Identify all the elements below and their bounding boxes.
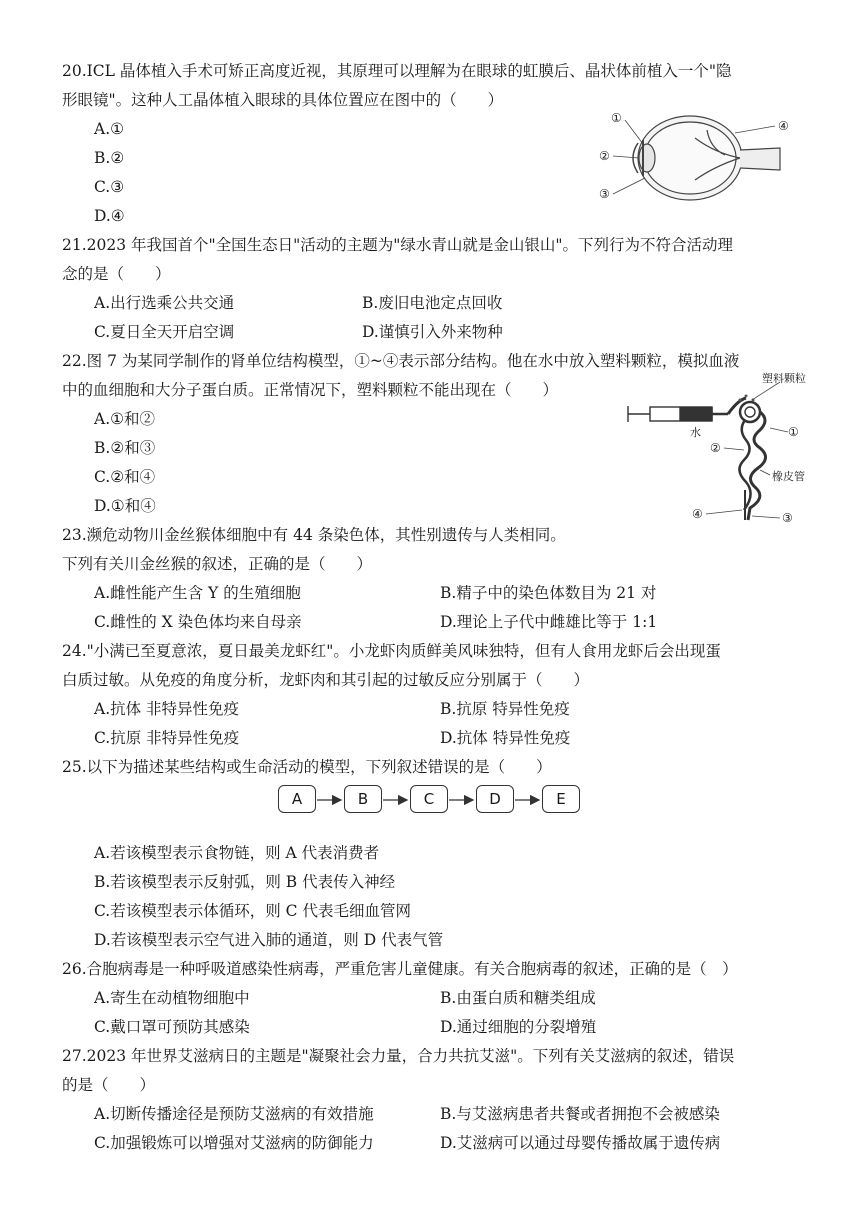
q27-stem-line1: 27.2023 年世界艾滋病日的主题是"凝聚社会力量，合力共抗艾滋"。下列有关艾滋病的叙述，错误 bbox=[62, 1047, 735, 1065]
flow-box-e: E bbox=[542, 785, 580, 813]
eye-label-2: ② bbox=[599, 149, 610, 163]
q22-option-b: B.②和③ bbox=[94, 439, 156, 457]
q21-option-c: C.夏日全天开启空调 bbox=[94, 323, 235, 341]
flow-box-c: C bbox=[410, 785, 448, 813]
q27-option-a: A.切断传播途径是预防艾滋病的有效措施 bbox=[94, 1105, 374, 1123]
q24-stem-line1: 24."小满已至夏意浓，夏日最美龙虾红"。小龙虾肉质鲜美风味独特，但有人食用龙虾后会出现蛋 bbox=[62, 642, 721, 660]
q21-option-b: B.废旧电池定点回收 bbox=[362, 294, 503, 312]
q25-option-b: B.若该模型表示反射弧，则 B 代表传入神经 bbox=[94, 873, 396, 891]
q24-option-a: A.抗体 非特异性免疫 bbox=[94, 700, 240, 718]
nephron-label-3: ③ bbox=[782, 511, 793, 525]
q22-option-c: C.②和④ bbox=[94, 468, 156, 486]
nephron-label-2: ② bbox=[710, 441, 721, 455]
flow-box-a: A bbox=[278, 785, 316, 813]
q26-stem-line1: 26.合胞病毒是一种呼吸道感染性病毒，严重危害儿童健康。有关合胞病毒的叙述，正确的是（ ） bbox=[62, 960, 738, 978]
nephron-label-4: ④ bbox=[692, 507, 703, 521]
q25-option-d: D.若该模型表示空气进入肺的通道，则 D 代表气管 bbox=[94, 931, 444, 949]
q21-option-a: A.出行选乘公共交通 bbox=[94, 294, 235, 312]
eye-label-3: ③ bbox=[599, 187, 610, 201]
label-rubber-tube: 橡皮管 bbox=[772, 470, 805, 483]
q21-option-d: D.谨慎引入外来物种 bbox=[362, 323, 503, 341]
label-water: 水 bbox=[690, 426, 701, 439]
nephron-label-1: ① bbox=[788, 425, 799, 439]
q26-option-d: D.通过细胞的分裂增殖 bbox=[440, 1018, 597, 1036]
q23-stem-line2: 下列有关川金丝猴的叙述，正确的是（ ） bbox=[62, 555, 373, 573]
flow-model-diagram bbox=[278, 785, 584, 817]
eye-label-4: ④ bbox=[778, 119, 789, 133]
q22-stem-line2: 中的血细胞和大分子蛋白质。正常情况下，塑料颗粒不能出现在（ ） bbox=[62, 381, 559, 399]
q27-option-d: D.艾滋病可以通过母婴传播故属于遗传病 bbox=[440, 1134, 721, 1152]
q20-option-b: B.② bbox=[94, 149, 125, 167]
q23-stem-line1: 23.濒危动物川金丝猴体细胞中有 44 条染色体，其性别遗传与人类相同。 bbox=[62, 526, 566, 544]
q20-stem-line2: 形眼镜"。这种人工晶体植入眼球的具体位置应在图中的（ ） bbox=[62, 91, 504, 109]
q26-option-c: C.戴口罩可预防其感染 bbox=[94, 1018, 250, 1036]
q24-option-b: B.抗原 特异性免疫 bbox=[440, 700, 570, 718]
label-plastic-particles: 塑料颗粒 bbox=[762, 372, 806, 385]
flow-box-b: B bbox=[344, 785, 382, 813]
q21-stem-line1: 21.2023 年我国首个"全国生态日"活动的主题为"绿水青山就是金山银山"。下列行为不符合活动理 bbox=[62, 236, 734, 254]
q22-option-d: D.①和④ bbox=[94, 497, 156, 515]
q27-stem-line2: 的是（ ） bbox=[62, 1076, 156, 1094]
q20-option-a: A.① bbox=[94, 120, 125, 138]
nephron-model-figure bbox=[620, 370, 820, 530]
q21-stem-line2: 念的是（ ） bbox=[62, 265, 171, 283]
q20-option-d: D.④ bbox=[94, 207, 125, 225]
q24-stem-line2: 白质过敏。从免疫的角度分析，龙虾肉和其引起的过敏反应分别属于（ ） bbox=[62, 671, 590, 689]
q20-stem-line1: 20.ICL 晶体植入手术可矫正高度近视，其原理可以理解为在眼球的虹膜后、晶状体前植入一个"隐 bbox=[62, 62, 732, 80]
q24-option-d: D.抗体 特异性免疫 bbox=[440, 729, 571, 747]
q25-option-c: C.若该模型表示体循环，则 C 代表毛细血管网 bbox=[94, 902, 411, 920]
q23-option-a: A.雌性能产生含 Y 的生殖细胞 bbox=[94, 584, 301, 602]
q23-option-b: B.精子中的染色体数目为 21 对 bbox=[440, 584, 657, 602]
q25-stem-line1: 25.以下为描述某些结构或生命活动的模型，下列叙述错误的是（ ） bbox=[62, 758, 552, 776]
q20-option-c: C.③ bbox=[94, 178, 125, 196]
q22-stem-line1: 22.图 7 为某同学制作的肾单位结构模型，①~④表示部分结构。他在水中放入塑料颗粒，模拟血液 bbox=[62, 352, 740, 370]
q25-option-a: A.若该模型表示食物链，则 A 代表消费者 bbox=[94, 844, 380, 862]
q27-option-b: B.与艾滋病患者共餐或者拥抱不会被感染 bbox=[440, 1105, 720, 1123]
q22-option-a: A.①和② bbox=[94, 410, 156, 428]
flow-box-d: D bbox=[476, 785, 514, 813]
q23-option-d: D.理论上子代中雌雄比等于 1:1 bbox=[440, 613, 658, 631]
q26-option-b: B.由蛋白质和糖类组成 bbox=[440, 989, 596, 1007]
q23-option-c: C.雌性的 X 染色体均来自母亲 bbox=[94, 613, 302, 631]
q27-option-c: C.加强锻炼可以增强对艾滋病的防御能力 bbox=[94, 1134, 374, 1152]
q26-option-a: A.寄生在动植物细胞中 bbox=[94, 989, 250, 1007]
eye-label-1: ① bbox=[611, 111, 622, 125]
q24-option-c: C.抗原 非特异性免疫 bbox=[94, 729, 240, 747]
eyeball-figure bbox=[595, 108, 795, 208]
